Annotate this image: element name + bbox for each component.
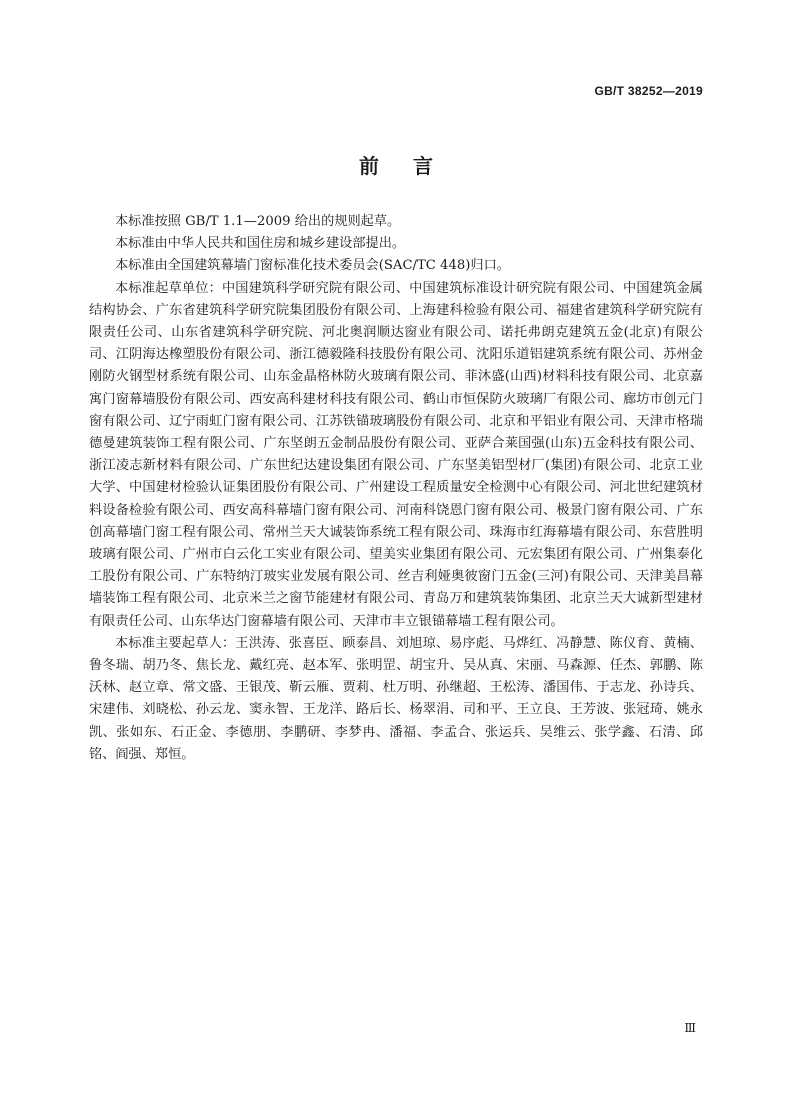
paragraph-responsible-committee: 本标准由全国建筑幕墙门窗标准化技术委员会(SAC/TC 448)归口。	[115, 258, 510, 274]
document-body	[89, 211, 703, 766]
paragraph-drafting-rules: 本标准按照 GB/T 1.1—2009 给出的规则起草。	[115, 214, 401, 229]
paragraph-drafters: 本标准主要起草人：王洪涛、张喜臣、顾泰昌、刘旭琼、易序彪、马烨红、冯静慧、陈仪育、黄楠、鲁冬瑞、胡乃冬、焦长龙、戴红亮、赵本军、张明罡、胡宝升、吴从真、宋丽、马森源、任杰、郭鹏、陈沃林、赵立章、常文盛、王银茂、靳云雁、贾莉、杜万明、孙继超、王松涛、潘国伟、于志龙、孙诗兵、宋建伟、刘晓松、孙云龙、窦永智、王龙洋、路后长、杨翠涓、司和平、王立良、王芳波、张冠琦、姚永凯、张如东、石正金、李德朋、李鹏研、李梦冉、潘福、李孟合、张运兵、吴维云、张学鑫、石清、邱铭、阎强、郑恒。	[89, 635, 703, 762]
page-title: 前言	[359, 154, 467, 178]
paragraph-drafting-units: 本标准起草单位：中国建筑科学研究院有限公司、中国建筑标准设计研究院有限公司、中国建筑金属结构协会、广东省建筑科学研究院集团股份有限公司、上海建科检验有限公司、福建省建筑科学研究院有限责任公司、山东省建筑科学研究院、河北奥润顺达窗业有限公司、诺托弗朗克建筑五金(北京)有限公司、江阴海达橡塑股份有限公司、浙江德毅隆科技股份有限公司、沈阳乐道铝建筑系统有限公司、苏州金刚防火钢型材系统有限公司、山东金晶格林防火玻璃有限公司、菲沐盛(山西)材料科技有限公司、北京嘉寓门窗幕墙股份有限公司、西安高科建材科技有限公司、鹤山市恒保防火玻璃厂有限公司、廊坊市创元门窗有限公司、辽宁雨虹门窗有限公司、江苏铁锚玻璃股份有限公司、北京和平铝业有限公司、天津市格瑞德曼建筑装饰工程有限公司、广东坚朗五金制品股份有限公司、亚萨合莱国强(山东)五金科技有限公司、浙江凌志新材料有限公司、广东世纪达建设集团有限公司、广东坚美铝型材厂(集团)有限公司、北京工业大学、中国建材检验认证集团股份有限公司、广州建设工程质量安全检测中心有限公司、河北世纪建筑材料设备检验有限公司、西安高科幕墙门窗有限公司、河南科饶恩门窗有限公司、极景门窗有限公司、广东创高幕墙门窗工程有限公司、常州兰天大诚装饰系统工程有限公司、珠海市红海幕墙有限公司、东营胜明玻璃有限公司、广州市白云化工实业有限公司、望美实业集团有限公司、元宏集团有限公司、广州集泰化工股份有限公司、广东特纳汀玻实业发展有限公司、丝吉利娅奥彼窗门五金(三河)有限公司、天津美昌幕墙装饰工程有限公司、北京米兰之窗节能建材有限公司、青岛万和建筑装饰集团、北京兰天大诚新型建材有限责任公司、山东华达门窗幕墙有限公司、天津市丰立银锚幕墙工程有限公司。	[89, 280, 703, 629]
page-number: Ⅲ	[684, 1021, 696, 1035]
paragraph-proposer: 本标准由中华人民共和国住房和城乡建设部提出。	[115, 236, 406, 252]
standard-code: GB/T 38252—2019	[594, 84, 703, 98]
